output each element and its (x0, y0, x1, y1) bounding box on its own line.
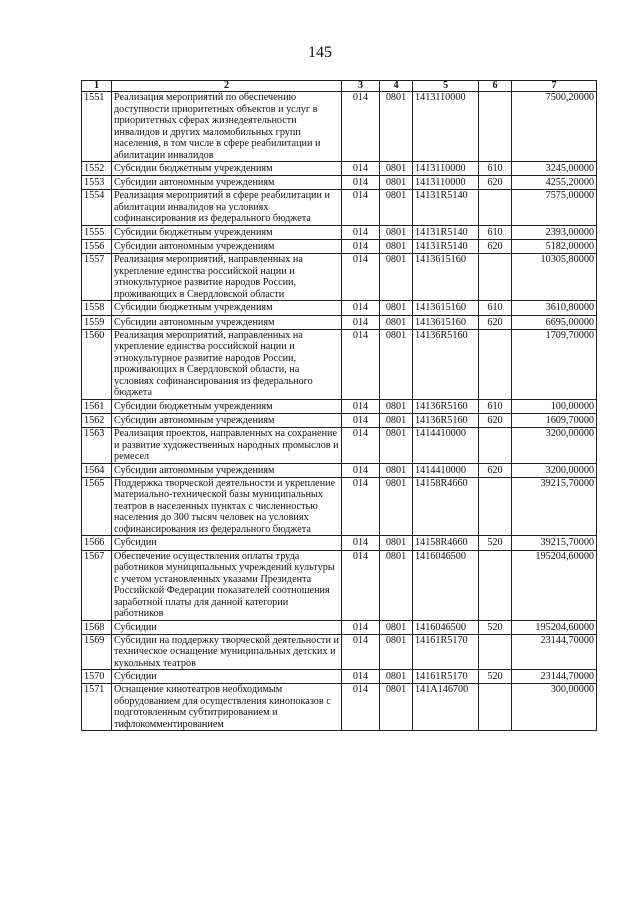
cell-name: Обеспечение осуществления оплаты труда работников муниципальных учреждений культуры с учетом установленных указами Президента Российской Федерации показателей соотношения заработной платы для данной категории работников (112, 550, 342, 620)
cell-c3: 014 (342, 428, 380, 464)
cell-c6: 610 (479, 162, 512, 176)
cell-amount: 10305,80000 (512, 254, 597, 301)
cell-c5: 14158R4660 (413, 536, 479, 550)
cell-name: Субсидии бюджетным учреждениям (112, 162, 342, 176)
cell-c5: 1414410000 (413, 428, 479, 464)
cell-c4: 0801 (380, 240, 413, 254)
budget-table (81, 80, 597, 731)
cell-c3: 014 (342, 536, 380, 550)
cell-name: Субсидии автономным учреждениям (112, 240, 342, 254)
cell-amount: 300,00000 (512, 684, 597, 731)
cell-amount: 100,00000 (512, 399, 597, 413)
table-row (82, 92, 597, 162)
cell-amount: 3200,00000 (512, 463, 597, 477)
cell-c6: 620 (479, 176, 512, 190)
column-header: 5 (413, 81, 479, 92)
table-row (82, 176, 597, 190)
cell-num: 1552 (82, 162, 112, 176)
cell-c6: 520 (479, 536, 512, 550)
cell-c5: 14136R5160 (413, 329, 479, 399)
cell-c5: 1413615160 (413, 254, 479, 301)
table-row (82, 162, 597, 176)
cell-c6 (479, 254, 512, 301)
cell-c4: 0801 (380, 634, 413, 670)
cell-c4: 0801 (380, 176, 413, 190)
cell-num: 1568 (82, 620, 112, 634)
column-header: 6 (479, 81, 512, 92)
cell-name: Поддержка творческой деятельности и укрепление материально-технической базы муниципальных театров в населенных пунктах с численностью населения до 300 тысяч человек на условиях софинансирования из федерального бюджета (112, 477, 342, 536)
cell-num: 1569 (82, 634, 112, 670)
table-row (82, 301, 597, 315)
cell-amount: 6695,00000 (512, 315, 597, 329)
cell-amount: 1609,70000 (512, 413, 597, 427)
cell-amount: 3200,00000 (512, 428, 597, 464)
cell-c3: 014 (342, 254, 380, 301)
cell-amount: 3245,00000 (512, 162, 597, 176)
cell-name: Субсидии автономным учреждениям (112, 413, 342, 427)
cell-amount: 195204,60000 (512, 550, 597, 620)
cell-amount: 195204,60000 (512, 620, 597, 634)
table-row (82, 329, 597, 399)
cell-c6: 620 (479, 240, 512, 254)
cell-c5: 1416046500 (413, 620, 479, 634)
cell-name: Субсидии автономным учреждениям (112, 315, 342, 329)
cell-c3: 014 (342, 670, 380, 684)
column-header: 3 (342, 81, 380, 92)
table-row (82, 477, 597, 536)
cell-c5: 1413110000 (413, 162, 479, 176)
cell-c5: 1416046500 (413, 550, 479, 620)
cell-c6: 610 (479, 225, 512, 239)
cell-c5: 14161R5170 (413, 634, 479, 670)
cell-c3: 014 (342, 92, 380, 162)
page-number: 145 (308, 44, 332, 61)
cell-num: 1563 (82, 428, 112, 464)
cell-c4: 0801 (380, 428, 413, 464)
cell-amount: 7575,00000 (512, 190, 597, 226)
table-row (82, 254, 597, 301)
cell-num: 1561 (82, 399, 112, 413)
cell-num: 1555 (82, 225, 112, 239)
cell-c6 (479, 684, 512, 731)
cell-c6 (479, 428, 512, 464)
table-header-row (82, 81, 597, 92)
table-row (82, 634, 597, 670)
cell-num: 1558 (82, 301, 112, 315)
table-row (82, 684, 597, 731)
cell-name: Субсидии автономным учреждениям (112, 463, 342, 477)
cell-c3: 014 (342, 413, 380, 427)
table-row (82, 620, 597, 634)
cell-c5: 14158R4660 (413, 477, 479, 536)
cell-c4: 0801 (380, 254, 413, 301)
cell-num: 1554 (82, 190, 112, 226)
table-row (82, 536, 597, 550)
cell-name: Оснащение кинотеатров необходимым оборудованием для осуществления кинопоказов с подготовленным субтитрированием и тифлокомментированием (112, 684, 342, 731)
cell-name: Реализация мероприятий по обеспечению доступности приоритетных объектов и услуг в приоритетных сферах жизнедеятельности инвалидов и других маломобильных групп населения, в том числе в сфере реабилитации и абилитации инвалидов (112, 92, 342, 162)
cell-c3: 014 (342, 225, 380, 239)
cell-c6: 520 (479, 670, 512, 684)
cell-c4: 0801 (380, 413, 413, 427)
cell-name: Субсидии (112, 620, 342, 634)
cell-c6 (479, 634, 512, 670)
cell-c4: 0801 (380, 190, 413, 226)
cell-num: 1551 (82, 92, 112, 162)
cell-num: 1567 (82, 550, 112, 620)
cell-num: 1560 (82, 329, 112, 399)
cell-amount: 2393,00000 (512, 225, 597, 239)
cell-c3: 014 (342, 162, 380, 176)
cell-c4: 0801 (380, 399, 413, 413)
cell-c6 (479, 477, 512, 536)
cell-c3: 014 (342, 301, 380, 315)
cell-amount: 23144,70000 (512, 670, 597, 684)
cell-c3: 014 (342, 329, 380, 399)
cell-c6: 620 (479, 463, 512, 477)
cell-c6: 610 (479, 301, 512, 315)
cell-c5: 1414410000 (413, 463, 479, 477)
cell-c5: 1413110000 (413, 92, 479, 162)
table-row (82, 315, 597, 329)
table-row (82, 225, 597, 239)
cell-num: 1562 (82, 413, 112, 427)
cell-c3: 014 (342, 399, 380, 413)
cell-c4: 0801 (380, 620, 413, 634)
cell-c4: 0801 (380, 670, 413, 684)
table-row (82, 550, 597, 620)
cell-amount: 7500,20000 (512, 92, 597, 162)
cell-amount: 4255,20000 (512, 176, 597, 190)
cell-amount: 5182,00000 (512, 240, 597, 254)
cell-c3: 014 (342, 684, 380, 731)
cell-name: Субсидии бюджетным учреждениям (112, 399, 342, 413)
cell-c6 (479, 550, 512, 620)
cell-c5: 1413615160 (413, 301, 479, 315)
cell-name: Реализация мероприятий в сфере реабилитации и абилитации инвалидов на условиях софинансирования из федерального бюджета (112, 190, 342, 226)
cell-c5: 14131R5140 (413, 190, 479, 226)
cell-num: 1566 (82, 536, 112, 550)
cell-c3: 014 (342, 634, 380, 670)
cell-c4: 0801 (380, 329, 413, 399)
cell-name: Субсидии бюджетным учреждениям (112, 301, 342, 315)
table-row (82, 190, 597, 226)
cell-c5: 1413110000 (413, 176, 479, 190)
cell-c6: 610 (479, 399, 512, 413)
cell-num: 1559 (82, 315, 112, 329)
cell-c4: 0801 (380, 315, 413, 329)
table-row (82, 413, 597, 427)
cell-c4: 0801 (380, 550, 413, 620)
cell-c5: 14136R5160 (413, 413, 479, 427)
table-row (82, 670, 597, 684)
cell-c5: 14131R5140 (413, 240, 479, 254)
cell-amount: 39215,70000 (512, 536, 597, 550)
cell-c6 (479, 190, 512, 226)
cell-amount: 1709,70000 (512, 329, 597, 399)
cell-name: Субсидии (112, 670, 342, 684)
cell-name: Субсидии автономным учреждениям (112, 176, 342, 190)
cell-c3: 014 (342, 240, 380, 254)
cell-c6: 620 (479, 413, 512, 427)
cell-c3: 014 (342, 315, 380, 329)
cell-c4: 0801 (380, 225, 413, 239)
table-row (82, 240, 597, 254)
table-row (82, 399, 597, 413)
cell-c5: 141А146700 (413, 684, 479, 731)
cell-c3: 014 (342, 190, 380, 226)
cell-num: 1564 (82, 463, 112, 477)
cell-name: Субсидии (112, 536, 342, 550)
cell-c6 (479, 92, 512, 162)
cell-c3: 014 (342, 463, 380, 477)
column-header: 4 (380, 81, 413, 92)
cell-c3: 014 (342, 176, 380, 190)
cell-name: Реализация мероприятий, направленных на укрепление единства российской нации и этнокультурное развитие народов России, проживающих в Свердловской области (112, 254, 342, 301)
column-header: 2 (112, 81, 342, 92)
cell-c5: 14131R5140 (413, 225, 479, 239)
cell-num: 1571 (82, 684, 112, 731)
cell-c3: 014 (342, 620, 380, 634)
table-row (82, 463, 597, 477)
cell-c3: 014 (342, 550, 380, 620)
cell-amount: 3610,80000 (512, 301, 597, 315)
cell-num: 1565 (82, 477, 112, 536)
cell-c3: 014 (342, 477, 380, 536)
cell-name: Субсидии на поддержку творческой деятельности и техническое оснащение муниципальных детских и кукольных театров (112, 634, 342, 670)
cell-name: Реализация мероприятий, направленных на укрепление единства российской нации и этнокультурное развитие народов России, проживающих в Свердловской области, на условиях софинансирования из федерального бюджета (112, 329, 342, 399)
cell-num: 1570 (82, 670, 112, 684)
column-header: 7 (512, 81, 597, 92)
cell-num: 1556 (82, 240, 112, 254)
column-header: 1 (82, 81, 112, 92)
cell-name: Реализация проектов, направленных на сохранение и развитие художественных народных промыслов и ремесел (112, 428, 342, 464)
cell-c5: 1413615160 (413, 315, 479, 329)
cell-c4: 0801 (380, 301, 413, 315)
cell-c4: 0801 (380, 463, 413, 477)
cell-c6: 620 (479, 315, 512, 329)
cell-c4: 0801 (380, 536, 413, 550)
cell-c5: 14161R5170 (413, 670, 479, 684)
cell-c5: 14136R5160 (413, 399, 479, 413)
cell-amount: 23144,70000 (512, 634, 597, 670)
cell-c6: 520 (479, 620, 512, 634)
cell-amount: 39215,70000 (512, 477, 597, 536)
cell-c4: 0801 (380, 92, 413, 162)
cell-c4: 0801 (380, 477, 413, 536)
cell-name: Субсидии бюджетным учреждениям (112, 225, 342, 239)
cell-c4: 0801 (380, 684, 413, 731)
table-row (82, 428, 597, 464)
cell-num: 1557 (82, 254, 112, 301)
cell-num: 1553 (82, 176, 112, 190)
cell-c4: 0801 (380, 162, 413, 176)
cell-c6 (479, 329, 512, 399)
